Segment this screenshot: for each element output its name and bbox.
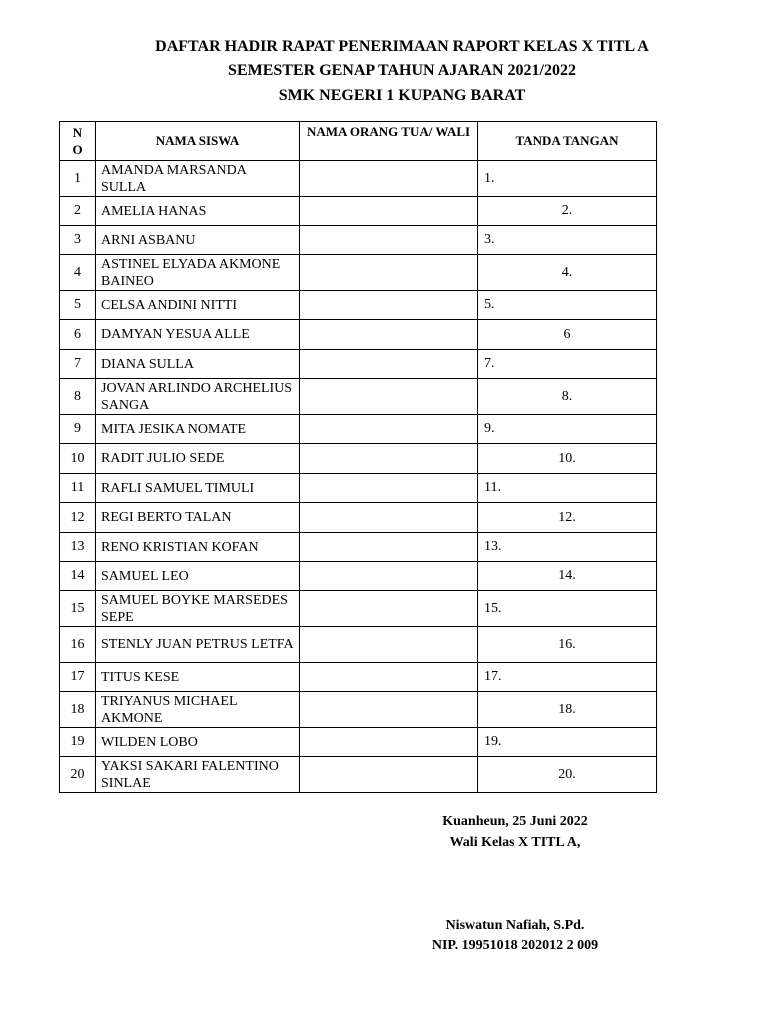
table-row (60, 161, 657, 197)
table-row (60, 350, 657, 379)
cell-no: 14 (60, 562, 96, 591)
cell-parent-name[interactable] (300, 291, 478, 320)
cell-student-name: RADIT JULIO SEDE (96, 444, 300, 474)
cell-parent-name[interactable] (300, 350, 478, 379)
cell-signature[interactable]: 8. (478, 379, 657, 415)
cell-parent-name[interactable] (300, 663, 478, 692)
table-row (60, 379, 657, 415)
document-subtitle-semester: SEMESTER GENAP TAHUN AJARAN 2021/2022 (228, 62, 576, 79)
cell-student-name: TITUS KESE (96, 663, 300, 692)
table-row (60, 562, 657, 591)
cell-parent-name[interactable] (300, 226, 478, 255)
table-row (60, 692, 657, 728)
table-row (60, 533, 657, 562)
cell-signature[interactable]: 19. (478, 728, 657, 757)
attendance-table (59, 121, 657, 793)
cell-no: 20 (60, 757, 96, 793)
cell-signature[interactable]: 2. (478, 197, 657, 226)
cell-parent-name[interactable] (300, 562, 478, 591)
cell-student-name: CELSA ANDINI NITTI (96, 291, 300, 320)
cell-no: 2 (60, 197, 96, 226)
column-header-no: N O (60, 122, 96, 161)
cell-student-name: TRIYANUS MICHAEL AKMONE (96, 692, 300, 728)
cell-signature[interactable]: 15. (478, 591, 657, 627)
table-row (60, 415, 657, 444)
cell-signature[interactable]: 18. (478, 692, 657, 728)
cell-student-name: ARNI ASBANU (96, 226, 300, 255)
cell-student-name: DIANA SULLA (96, 350, 300, 379)
cell-student-name: REGI BERTO TALAN (96, 503, 300, 533)
table-header-row (60, 122, 657, 161)
cell-parent-name[interactable] (300, 415, 478, 444)
cell-parent-name[interactable] (300, 692, 478, 728)
cell-signature[interactable]: 16. (478, 627, 657, 663)
cell-signature[interactable]: 13. (478, 533, 657, 562)
cell-student-name: AMELIA HANAS (96, 197, 300, 226)
cell-no: 7 (60, 350, 96, 379)
cell-no: 17 (60, 663, 96, 692)
cell-student-name: RENO KRISTIAN KOFAN (96, 533, 300, 562)
cell-no: 16 (60, 627, 96, 663)
signer-role: Wali Kelas X TITL A, (449, 835, 581, 850)
table-row (60, 627, 657, 663)
cell-no: 13 (60, 533, 96, 562)
table-row (60, 226, 657, 255)
cell-parent-name[interactable] (300, 255, 478, 291)
cell-parent-name[interactable] (300, 320, 478, 350)
cell-no: 8 (60, 379, 96, 415)
cell-signature[interactable]: 5. (478, 291, 657, 320)
table-row (60, 255, 657, 291)
cell-student-name: SAMUEL LEO (96, 562, 300, 591)
cell-signature[interactable]: 1. (478, 161, 657, 197)
table-row (60, 474, 657, 503)
cell-parent-name[interactable] (300, 474, 478, 503)
cell-no: 19 (60, 728, 96, 757)
cell-no: 18 (60, 692, 96, 728)
cell-signature[interactable]: 3. (478, 226, 657, 255)
column-header-signature: TANDA TANGAN (478, 122, 657, 161)
cell-signature[interactable]: 6 (478, 320, 657, 350)
cell-no: 5 (60, 291, 96, 320)
cell-student-name: YAKSI SAKARI FALENTINO SINLAE (96, 757, 300, 793)
cell-no: 11 (60, 474, 96, 503)
cell-student-name: STENLY JUAN PETRUS LETFA (96, 627, 300, 663)
cell-student-name: WILDEN LOBO (96, 728, 300, 757)
cell-student-name: SAMUEL BOYKE MARSEDES SEPE (96, 591, 300, 627)
cell-no: 4 (60, 255, 96, 291)
cell-parent-name[interactable] (300, 161, 478, 197)
cell-no: 1 (60, 161, 96, 197)
cell-signature[interactable]: 9. (478, 415, 657, 444)
table-row (60, 663, 657, 692)
document-title: DAFTAR HADIR RAPAT PENERIMAAN RAPORT KELAS X TITL A (155, 38, 649, 55)
table-row (60, 197, 657, 226)
table-row (60, 591, 657, 627)
cell-student-name: ASTINEL ELYADA AKMONE BAINEO (96, 255, 300, 291)
cell-no: 10 (60, 444, 96, 474)
cell-signature[interactable]: 12. (478, 503, 657, 533)
cell-parent-name[interactable] (300, 591, 478, 627)
cell-no: 15 (60, 591, 96, 627)
cell-signature[interactable]: 17. (478, 663, 657, 692)
cell-parent-name[interactable] (300, 533, 478, 562)
cell-no: 12 (60, 503, 96, 533)
table-row (60, 503, 657, 533)
table-row (60, 320, 657, 350)
cell-signature[interactable]: 7. (478, 350, 657, 379)
cell-parent-name[interactable] (300, 627, 478, 663)
cell-student-name: JOVAN ARLINDO ARCHELIUS SANGA (96, 379, 300, 415)
cell-parent-name[interactable] (300, 757, 478, 793)
signer-nip: NIP. 19951018 202012 2 009 (431, 938, 599, 953)
column-header-student-name: NAMA SISWA (96, 122, 300, 161)
cell-signature[interactable]: 11. (478, 474, 657, 503)
column-header-parent-name: NAMA ORANG TUA/ WALI (300, 122, 478, 161)
cell-parent-name[interactable] (300, 197, 478, 226)
document-subtitle-school: SMK NEGERI 1 KUPANG BARAT (278, 87, 526, 104)
cell-signature[interactable]: 20. (478, 757, 657, 793)
cell-no: 6 (60, 320, 96, 350)
cell-student-name: DAMYAN YESUA ALLE (96, 320, 300, 350)
table-row (60, 291, 657, 320)
cell-no: 9 (60, 415, 96, 444)
cell-student-name: AMANDA MARSANDA SULLA (96, 161, 300, 197)
place-date: Kuanheun, 25 Juni 2022 (442, 814, 588, 829)
cell-student-name: RAFLI SAMUEL TIMULI (96, 474, 300, 503)
cell-parent-name[interactable] (300, 444, 478, 474)
table-row (60, 728, 657, 757)
cell-parent-name[interactable] (300, 379, 478, 415)
cell-parent-name[interactable] (300, 728, 478, 757)
table-row (60, 444, 657, 474)
cell-signature[interactable]: 4. (478, 255, 657, 291)
cell-student-name: MITA JESIKA NOMATE (96, 415, 300, 444)
table-row (60, 757, 657, 793)
cell-signature[interactable]: 14. (478, 562, 657, 591)
cell-signature[interactable]: 10. (478, 444, 657, 474)
cell-no: 3 (60, 226, 96, 255)
cell-parent-name[interactable] (300, 503, 478, 533)
signer-name: Niswatun Nafiah, S.Pd. (445, 918, 585, 933)
